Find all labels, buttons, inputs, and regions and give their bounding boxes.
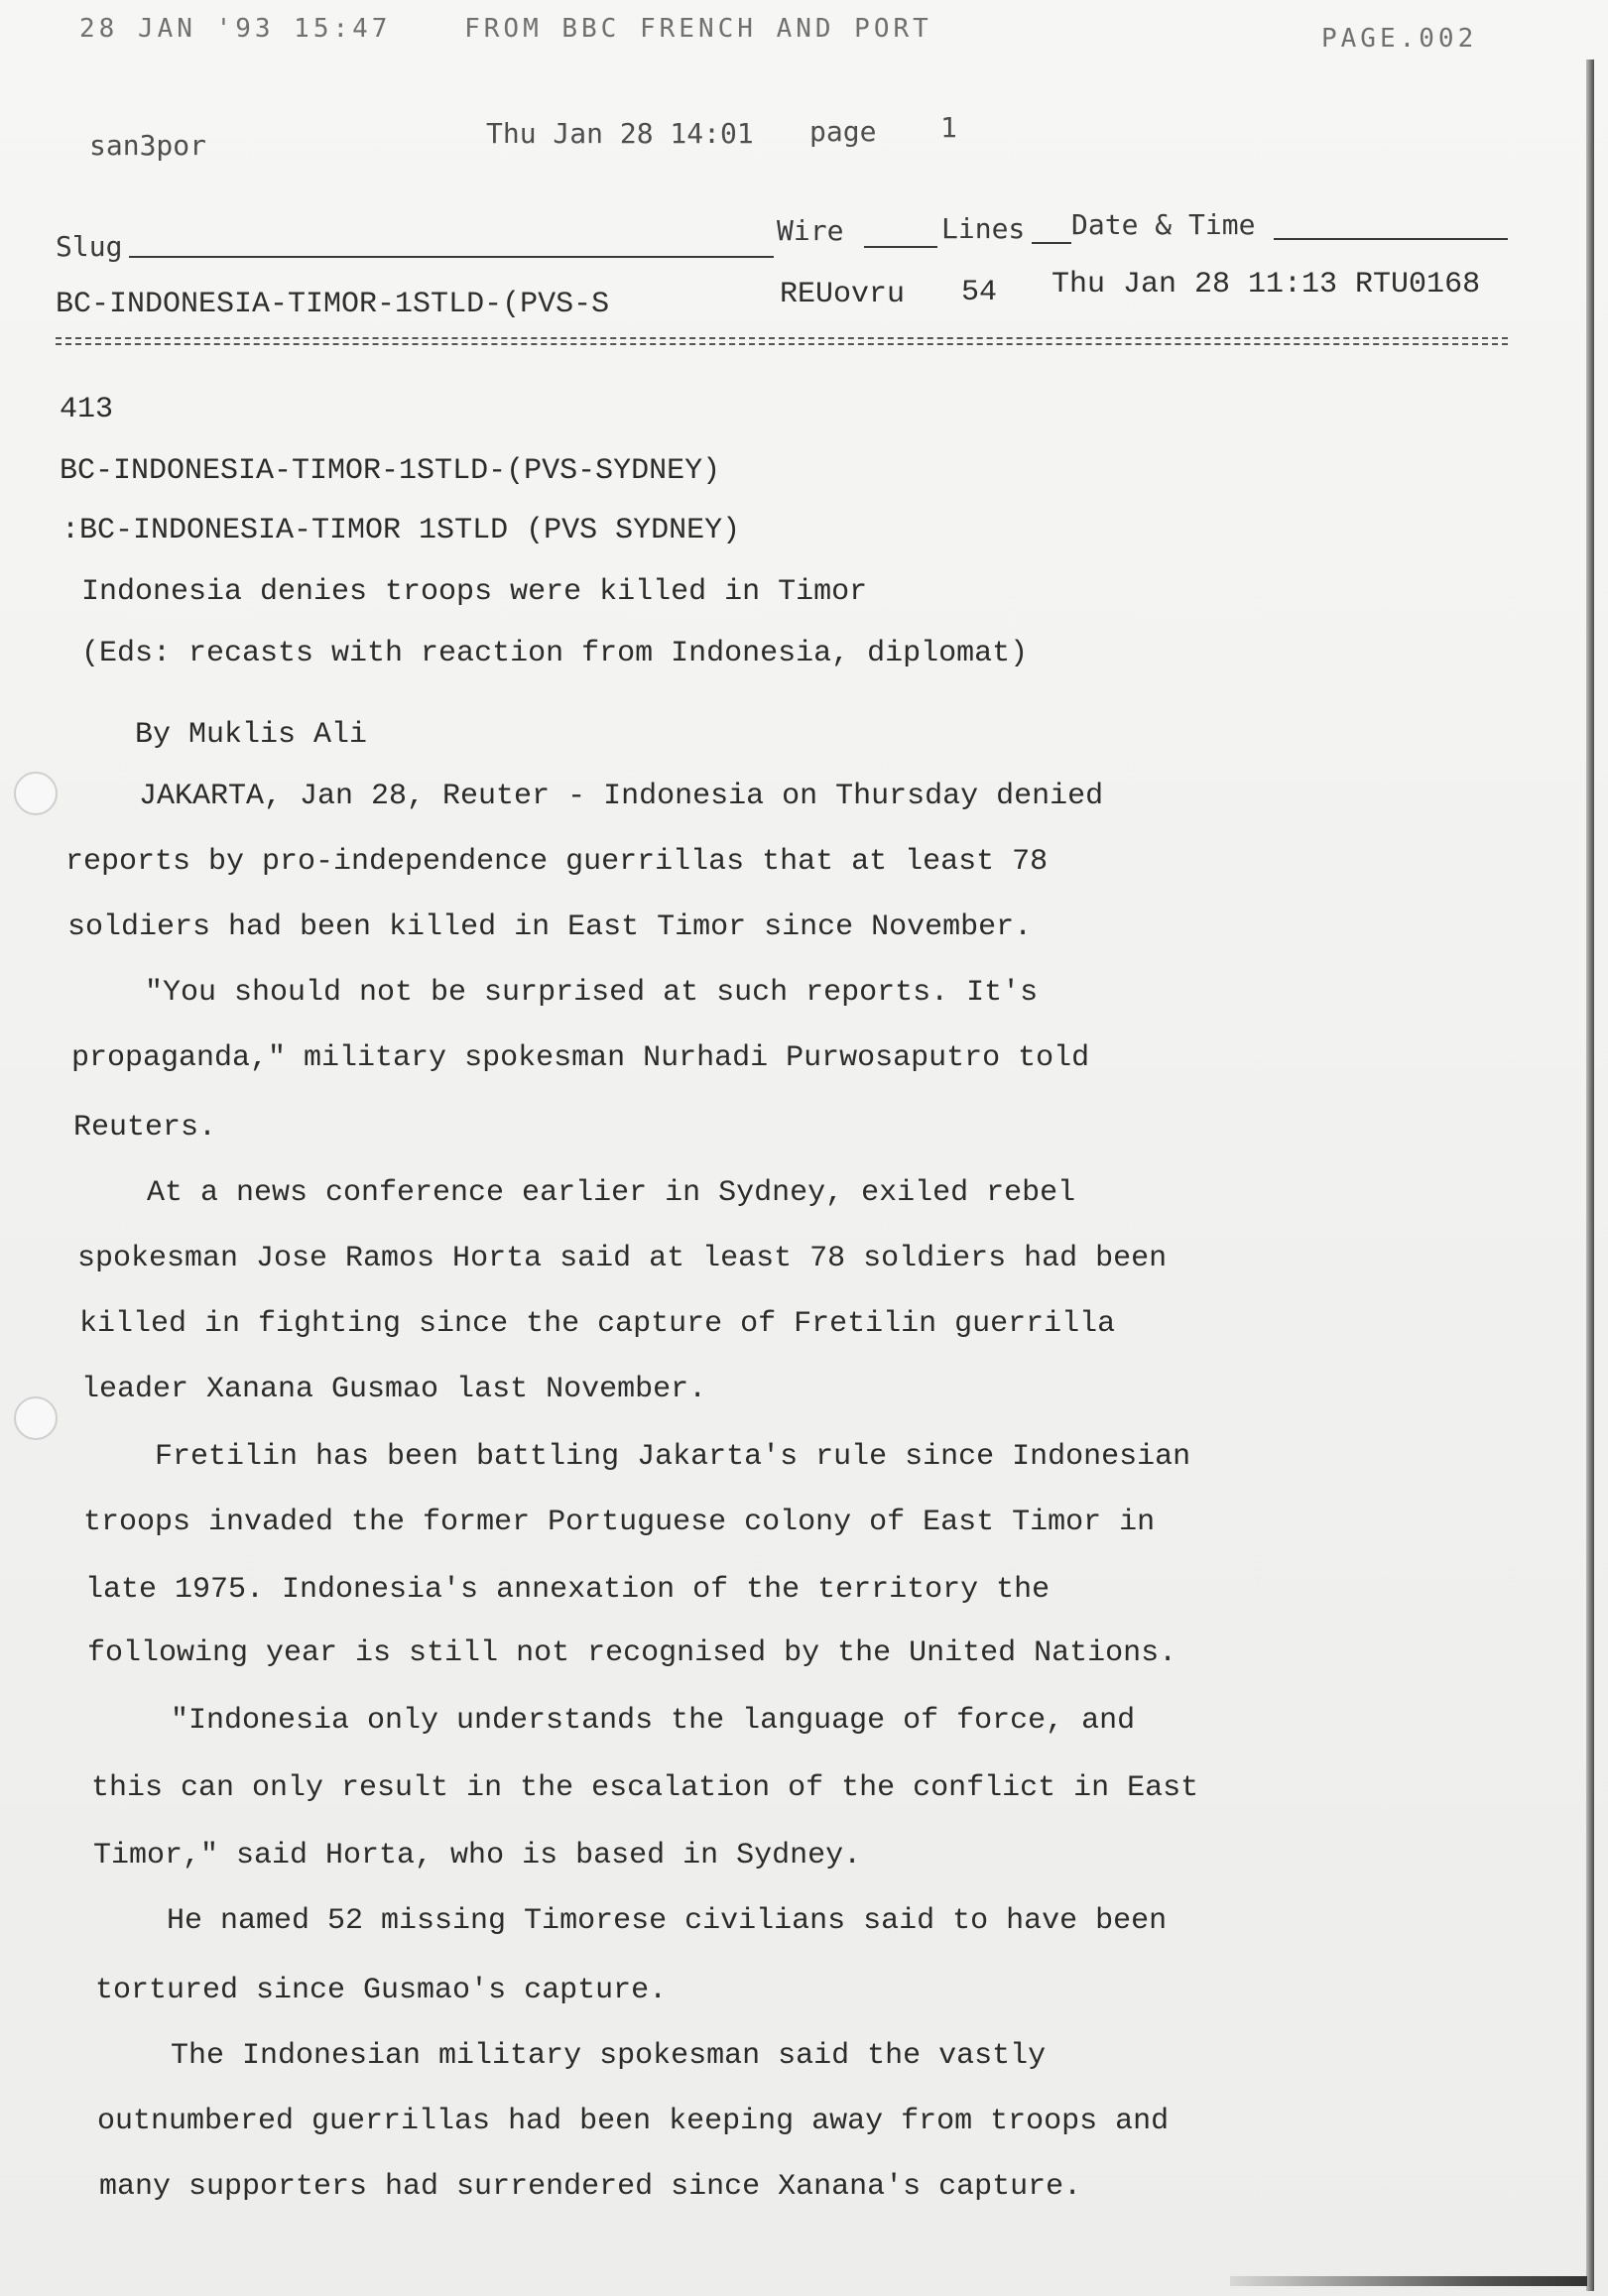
paragraph-line: soldiers had been killed in East Timor since November.	[67, 910, 1033, 944]
paragraph-line: "You should not be surprised at such reports. It's	[145, 976, 1039, 1010]
punch-hole-lower	[14, 1396, 58, 1440]
paragraph-line: many supporters had surrendered since Xanana's capture.	[99, 2170, 1082, 2204]
fax-transmission-header	[79, 14, 932, 44]
date-time-value: Thu Jan 28 11:13 RTU0168	[1051, 268, 1481, 302]
paragraph-line: leader Xanana Gusmao last November.	[81, 1373, 707, 1406]
story-slug-line-alt: :BC-INDONESIA-TIMOR 1STLD (PVS SYDNEY)	[62, 514, 741, 547]
paragraph-line: tortured since Gusmao's capture.	[95, 1974, 668, 2007]
paragraph-line: At a news conference earlier in Sydney, exiled rebel	[147, 1176, 1076, 1210]
paragraph-line: "Indonesia only understands the language of force, and	[171, 1704, 1136, 1738]
scan-edge-right	[1586, 60, 1594, 2291]
slug-value: BC-INDONESIA-TIMOR-1STLD-(PVS-S	[56, 288, 610, 321]
slug-table-header	[56, 208, 1508, 263]
story-number: 413	[60, 393, 114, 426]
editors-note: (Eds: recasts with reaction from Indonesia, diplomat)	[81, 637, 1029, 670]
page-number: 1	[940, 111, 957, 144]
paragraph-line: following year is still not recognised by the United Nations.	[87, 1636, 1177, 1670]
paragraph-line: reports by pro-independence guerrillas that at least 78	[65, 845, 1049, 879]
paragraph-line: outnumbered guerrillas had been keeping away from troops and	[97, 2105, 1170, 2138]
paragraph-line: spokesman Jose Ramos Horta said at least 78 soldiers had been	[77, 1242, 1168, 1275]
paragraph-line: this can only result in the escalation of the conflict in East	[91, 1771, 1199, 1805]
paragraph-line: Timor," said Horta, who is based in Sydney.	[93, 1839, 862, 1873]
punch-hole-upper	[14, 772, 58, 815]
paragraph-line: late 1975. Indonesia's annexation of the territory the	[85, 1573, 1051, 1607]
date-time-label: Date & Time	[1071, 208, 1256, 241]
lines-value: 54	[961, 276, 998, 309]
paragraph-line: JAKARTA, Jan 28, Reuter - Indonesia on Thursday denied	[139, 780, 1104, 813]
desk-code: san3por	[89, 129, 207, 162]
wire-label: Wire	[777, 214, 844, 247]
paragraph-line: Reuters.	[73, 1111, 217, 1145]
paragraph-line: He named 52 missing Timorese civilians said to have been	[167, 1904, 1168, 1938]
fax-from: FROM BBC FRENCH AND PORT	[464, 14, 932, 44]
paragraph-line: troops invaded the former Portuguese colony of East Timor in	[83, 1506, 1156, 1539]
wire-value: REUovru	[780, 278, 906, 311]
header-double-rule	[56, 337, 1508, 345]
paragraph-line: The Indonesian military spokesman said the vastly	[171, 2039, 1047, 2073]
story-slug-line: BC-INDONESIA-TIMOR-1STLD-(PVS-SYDNEY)	[60, 454, 721, 488]
byline: By Muklis Ali	[135, 718, 368, 752]
slug-rule	[129, 256, 774, 258]
fax-datetime: 28 JAN '93 15:47	[79, 14, 392, 44]
paragraph-line: propaganda," military spokesman Nurhadi Purwosaputro told	[71, 1041, 1090, 1075]
slug-table-values	[56, 260, 1508, 321]
wire-rule	[864, 246, 937, 248]
headline: Indonesia denies troops were killed in Timor	[81, 575, 868, 609]
lines-rule	[1032, 242, 1071, 244]
scan-edge-bottom	[1230, 2276, 1587, 2286]
fax-page-number: PAGE.002	[1321, 24, 1478, 54]
lines-label: Lines	[941, 212, 1026, 245]
paragraph-line: killed in fighting since the capture of Fretilin guerrilla	[79, 1307, 1116, 1341]
page-label: page	[809, 115, 877, 148]
slug-label: Slug	[56, 230, 123, 263]
date-time-rule	[1274, 238, 1508, 240]
print-datetime: Thu Jan 28 14:01	[486, 117, 754, 150]
paragraph-line: Fretilin has been battling Jakarta's rule since Indonesian	[155, 1440, 1191, 1474]
